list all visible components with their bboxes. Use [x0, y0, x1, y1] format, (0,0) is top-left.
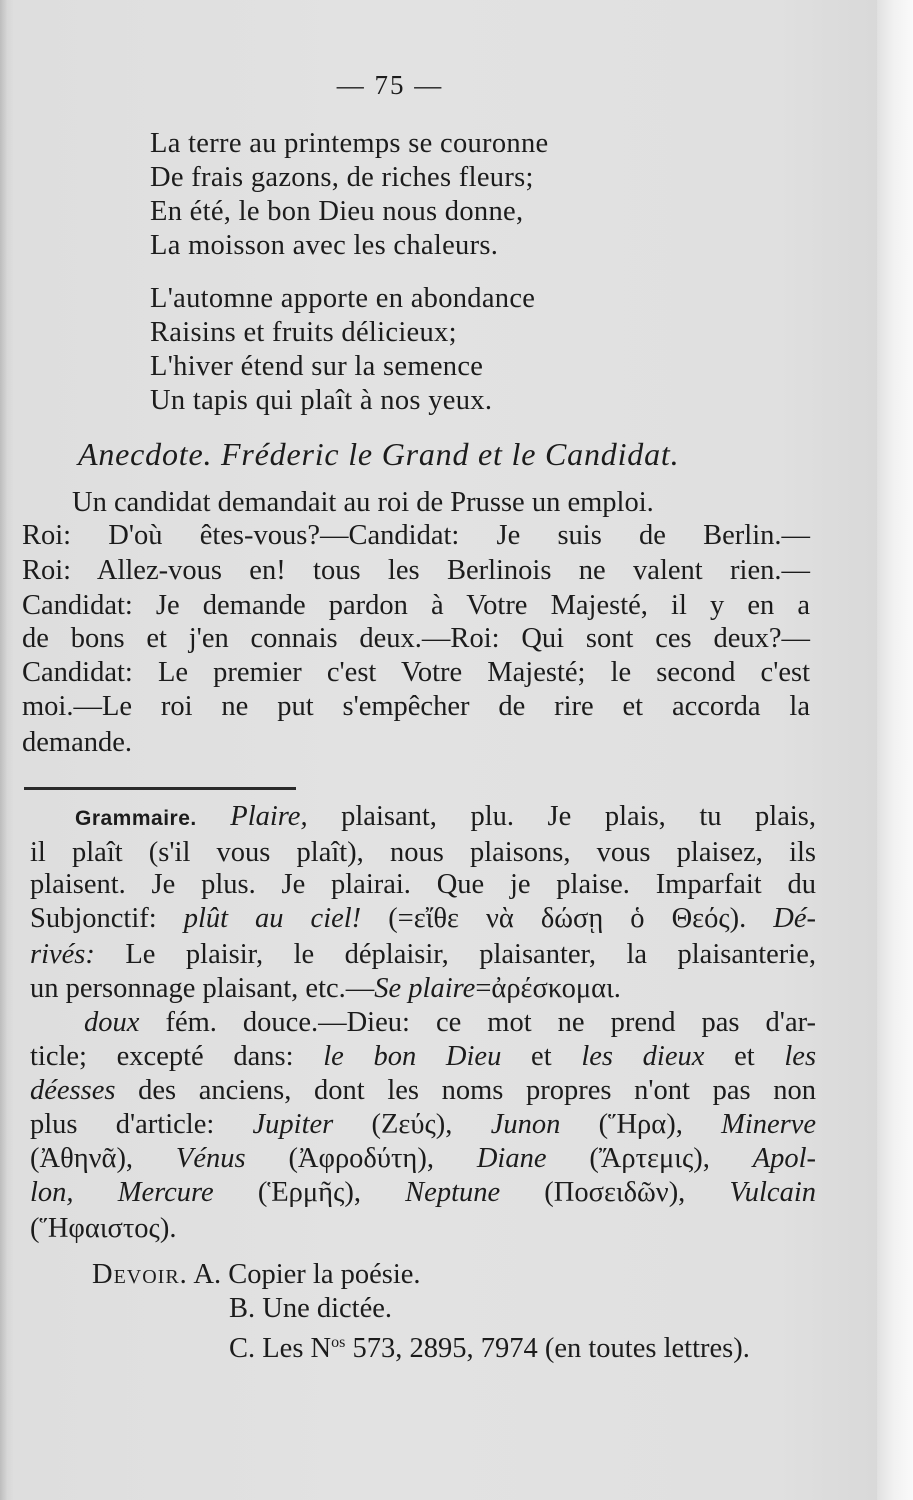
homework-superscript: os: [331, 1334, 346, 1351]
grammar-term: Minerve: [721, 1109, 817, 1140]
anecdote-title: Anecdote. Fréderic le Grand et le Candidat.: [78, 436, 680, 472]
grammar-line: [30, 902, 816, 936]
homework-label: Devoir.: [92, 1259, 188, 1290]
poem-line: L'automne apporte en abondance: [150, 283, 536, 314]
homework-text: (en toutes lettres).: [544, 1333, 750, 1364]
prose-line: de bons et j'en connais deux.—Roi: Qui sont ces deux?—: [22, 623, 810, 654]
grammar-line: (Ἥφαιστος).: [30, 1213, 177, 1244]
poem-line: En été, le bon Dieu nous donne,: [150, 196, 524, 227]
grammar-text: plaisant, plu. Je plais, tu plais,: [341, 801, 816, 832]
grammar-text: =ἀρέσκομαι.: [475, 973, 621, 1004]
homework-text: C. Les N: [229, 1333, 332, 1364]
grammar-text: des anciens, dont les noms propres n'ont pas non: [138, 1075, 816, 1106]
prose-line: moi.—Le roi ne put s'empêcher de rire et accorda la: [22, 691, 810, 722]
homework-numbers: 573, 2895, 7974: [345, 1333, 545, 1364]
grammar-line: [30, 1108, 816, 1142]
grammar-term: le bon Dieu: [323, 1041, 502, 1072]
prose-line: Roi: D'où êtes-vous?—Candidat: Je suis de Berlin.—: [22, 520, 810, 551]
prose-line: Un candidat demandait au roi de Prusse un emploi.: [72, 487, 654, 518]
grammar-text: (Ἀθηνᾶ),: [30, 1143, 134, 1174]
homework-line: [92, 1258, 421, 1292]
prose-line: Candidat: Je demande pardon à Votre Majesté, il y en a: [22, 590, 810, 621]
grammar-line: [30, 1074, 816, 1108]
grammar-term: Plaire,: [230, 801, 308, 832]
grammar-text: (Ζεύς),: [371, 1109, 453, 1140]
homework-item-c: [229, 1326, 750, 1366]
poem-line: La terre au printemps se couronne: [150, 128, 549, 159]
grammar-text: et: [734, 1041, 755, 1072]
grammar-term: plût au ciel!: [183, 903, 362, 934]
grammar-label: Grammaire.: [75, 807, 197, 830]
grammar-term: les: [784, 1041, 817, 1072]
grammar-term: les dieux: [581, 1041, 705, 1072]
grammar-term: Dé-: [773, 903, 817, 934]
poem-line: Un tapis qui plaît à nos yeux.: [150, 385, 493, 416]
grammar-line: plaisent. Je plus. Je plairai. Que je plaise. Imparfait du: [30, 869, 816, 900]
grammar-line: [30, 972, 621, 1006]
page-number: — 75 —: [336, 70, 444, 100]
prose-line: demande.: [22, 727, 132, 758]
grammar-term: Jupiter: [252, 1109, 334, 1140]
grammar-line: [30, 1142, 816, 1176]
grammar-text: et: [531, 1041, 552, 1072]
homework-item-b: B. Une dictée.: [229, 1293, 393, 1324]
homework-item-a: A. Copier la poésie.: [193, 1259, 421, 1290]
grammar-term: rivés:: [30, 939, 95, 970]
grammar-term: doux: [84, 1007, 140, 1038]
grammar-term: déesses: [30, 1075, 116, 1106]
grammar-line: il plaît (s'il vous plaît), nous plaisons, vous plaisez, ils: [30, 837, 816, 868]
prose-line: Roi: Allez-vous en! tous les Berlinois ne valent rien.—: [22, 555, 810, 586]
grammar-text: un personnage plaisant, etc.—: [30, 973, 375, 1004]
poem-line: Raisins et fruits délicieux;: [150, 317, 457, 348]
grammar-text: (Ἀφροδύτη),: [288, 1143, 434, 1174]
grammar-text: plus d'article:: [30, 1109, 215, 1140]
grammar-line: [30, 938, 816, 972]
grammar-text: Subjonctif:: [30, 903, 157, 934]
grammar-term: Vénus: [175, 1143, 246, 1174]
grammar-line: [84, 1006, 816, 1040]
grammar-text: Le plaisir, le déplaisir, plaisanter, la plaisanterie,: [125, 939, 816, 970]
grammar-term: Junon: [490, 1109, 561, 1140]
prose-line: Candidat: Le premier c'est Votre Majesté; le second c'est: [22, 657, 810, 688]
grammar-text: fém. douce.—Dieu: ce mot ne prend pas d'ar-: [165, 1007, 817, 1038]
grammar-term: Se plaire: [374, 973, 476, 1004]
grammar-text: ticle; excepté dans:: [30, 1041, 294, 1072]
grammar-text: (=εἴθε νὰ δώσῃ ὁ Θεός).: [388, 903, 747, 934]
poem-line: La moisson avec les chaleurs.: [150, 230, 499, 261]
grammar-text: (Ἑρμῆς),: [257, 1177, 361, 1208]
poem-line: L'hiver étend sur la semence: [150, 351, 484, 382]
grammar-term: Vulcain: [729, 1177, 816, 1208]
grammar-line: [30, 1040, 816, 1074]
section-divider: [24, 787, 296, 790]
grammar-text: (Ποσειδῶν),: [544, 1177, 686, 1208]
page-edge: [877, 0, 913, 1500]
grammar-text: (Ἄρτεμις),: [589, 1143, 710, 1174]
poem-line: De frais gazons, de riches fleurs;: [150, 162, 534, 193]
grammar-term: Neptune: [405, 1177, 501, 1208]
grammar-line: [75, 800, 816, 836]
grammar-text: (Ἥρα),: [598, 1109, 683, 1140]
grammar-term: Diane: [476, 1143, 547, 1174]
grammar-term: lon, Mercure: [30, 1177, 214, 1208]
grammar-term: Apol-: [752, 1143, 817, 1174]
page-gutter: [0, 0, 8, 1500]
grammar-line: [30, 1176, 816, 1210]
